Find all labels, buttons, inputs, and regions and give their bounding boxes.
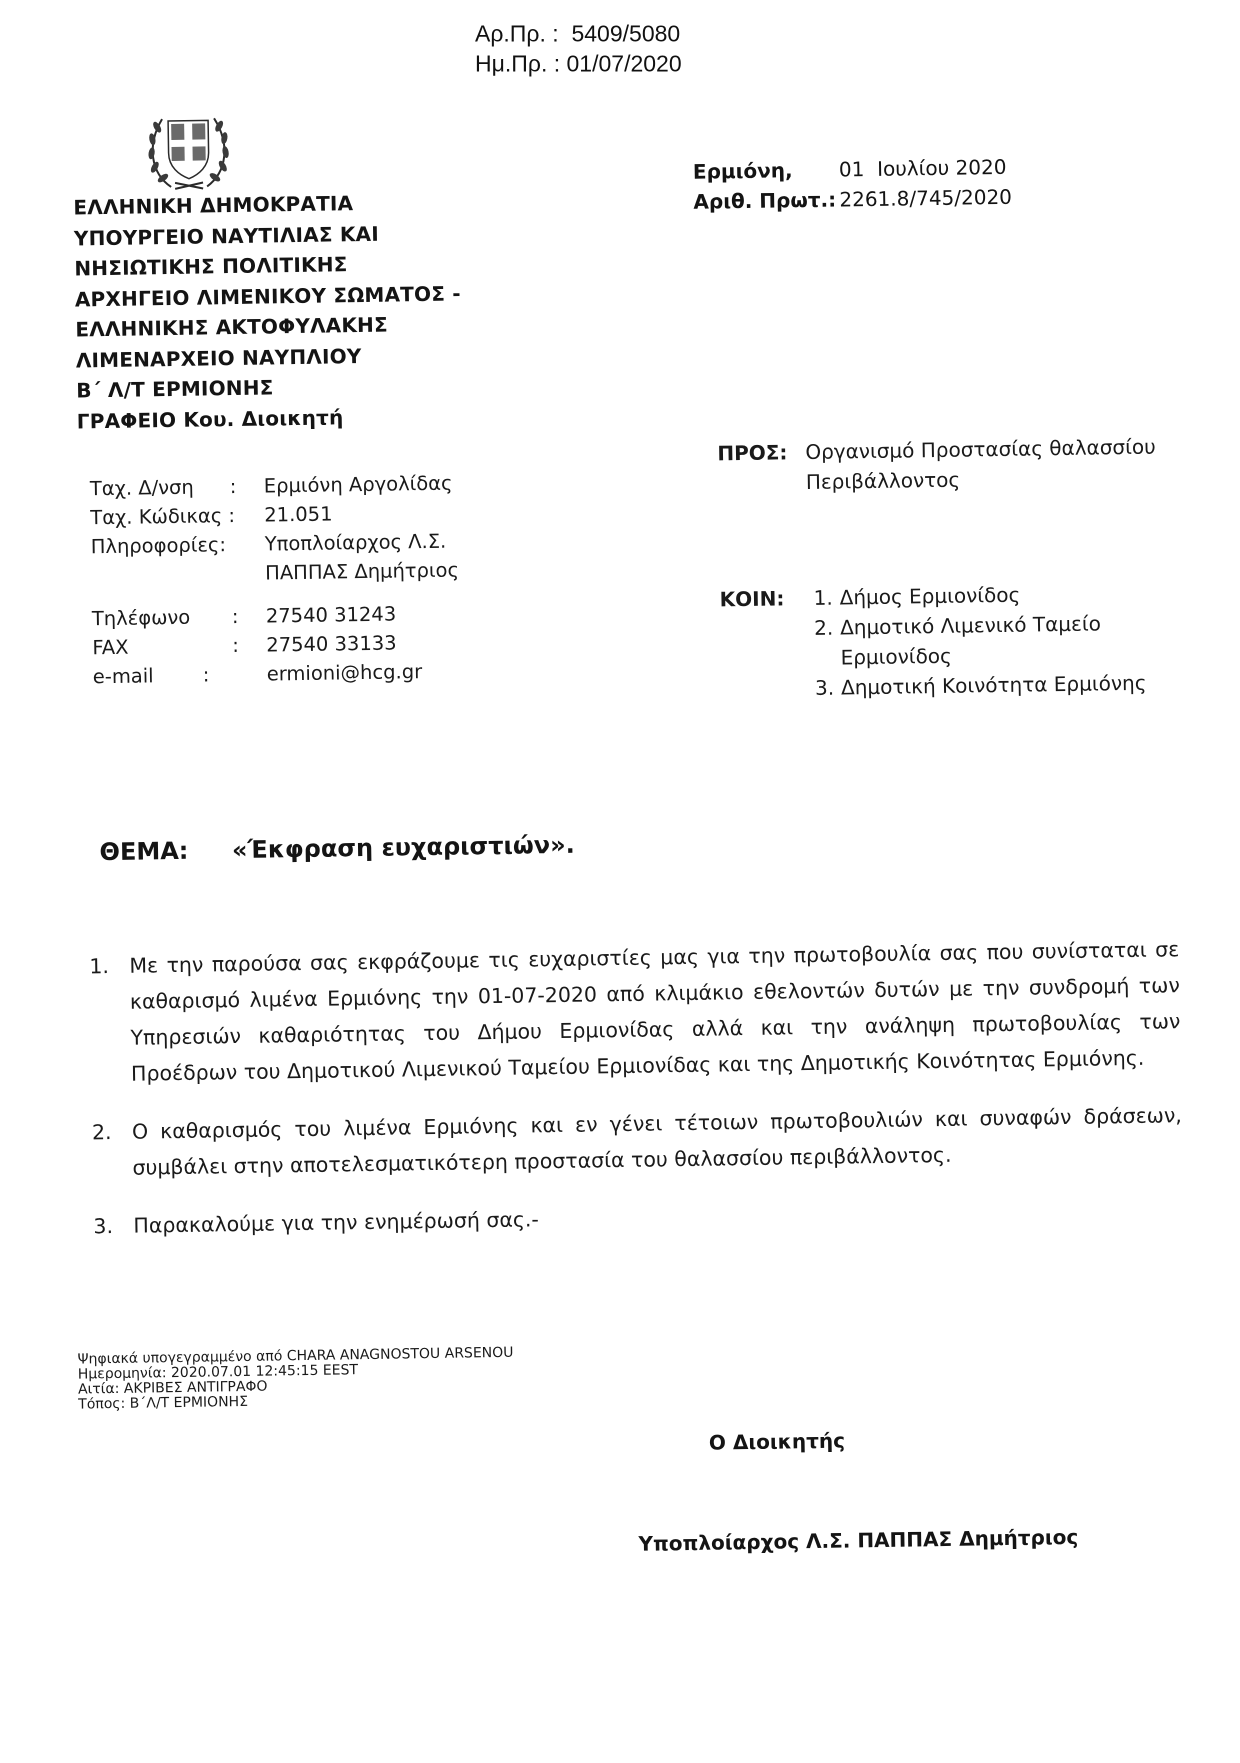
info-label: Πληροφορίες: [90, 533, 227, 559]
paragraph-line: Υπηρεσιών καθαριότητας του Δήμου Ερμιονίδας αλλά και την ανάληψη πρωτοβουλίας των [130, 1009, 1181, 1050]
separator: : [231, 604, 239, 629]
cc-item-text-continued: Ερμιονίδος [840, 643, 952, 670]
empty-label [91, 559, 231, 590]
info-label-text: Πληροφορίες [90, 533, 220, 559]
to-line: Οργανισμό Προστασίας θαλασσίου [805, 434, 1156, 465]
paragraph-line: Με την παρούσα σας εκφράζουμε τις ευχαριστίες μας για την πρωτοβουλία σας που συνίσταται σε [129, 937, 1180, 978]
place-label: Ερμιόνη, [692, 158, 793, 184]
letter-body [89, 931, 1184, 1266]
digital-signature-reason: Αιτία: ΑΚΡΙΒΕΣ ΑΝΤΙΓΡΑΦΟ [77, 1378, 268, 1398]
digital-signature-signer: Ψηφιακά υπογεγραμμένο από CHARA ANAGNOSTOU ARSENOU [77, 1344, 514, 1368]
authority-line: ΝΗΣΙΩΤΙΚΗΣ ΠΟΛΙΤΙΚΗΣ [74, 252, 348, 281]
cc-item [814, 608, 1146, 673]
place-date-block [693, 152, 1012, 217]
separator-spacer [231, 559, 265, 589]
postcode-label: Ταχ. Κώδικας : [90, 504, 236, 530]
cc-item-number: 1. [813, 585, 833, 610]
registry-stamp [475, 19, 682, 79]
paragraph-text [129, 931, 1181, 1091]
authority-line: ΑΡΧΗΓΕΙΟ ΛΙΜΕΝΙΚΟΥ ΣΩΜΑΤΟΣ - [74, 280, 461, 311]
fax-label: FAX [92, 635, 129, 660]
phone-label: Τηλέφωνο [91, 605, 191, 631]
registry-number-row [475, 19, 682, 49]
paragraph-number: 3. [93, 1214, 114, 1239]
separator-spacer [230, 501, 264, 531]
emblem-graphic [140, 100, 237, 197]
paragraph-line: συμβάλει στην αποτελεσματικότερη προστασία του θαλασσίου περιβάλλοντος. [132, 1142, 952, 1180]
to-label: ΠΡΟΣ: [717, 440, 788, 466]
protocol-value: 2261.8/745/2020 [839, 184, 1013, 212]
digital-signature-date: Ημερομηνία: 2020.07.01 12:45:15 EEST [77, 1362, 359, 1383]
registry-date-value: 01/07/2020 [566, 50, 682, 77]
authority-line: ΕΛΛΗΝΙΚΗ ΔΗΜΟΚΡΑΤΙΑ [73, 191, 354, 220]
paragraph-number: 2. [91, 1120, 112, 1145]
body-paragraph [92, 1097, 1183, 1186]
recipients-block [717, 432, 1159, 705]
cc-item-text: Δημοτική Κοινότητα Ερμιόνης [840, 670, 1147, 700]
cc-item-text: Δημοτικό Λιμενικό Ταμείο [839, 611, 1102, 640]
protocol-label: Αριθ. Πρωτ.: [693, 187, 837, 214]
cc-item-number: 2. [813, 615, 834, 640]
paragraph-text [133, 1191, 1183, 1243]
paragraph-line: Προέδρων του Δημοτικού Λιμενικού Ταμείου Ερμιονίδας και της Δημοτικής Κοινότητας Ερμιόνης. [130, 1045, 1145, 1086]
subject-label: ΘΕΜΑ: [99, 836, 189, 867]
email-label: e-mail [92, 664, 154, 689]
paragraph-number: 1. [89, 954, 110, 979]
contact-details [90, 469, 461, 692]
info-value-line1: Υποπλοίαρχος Λ.Σ. [264, 529, 447, 556]
separator: : [229, 474, 237, 499]
to-block [717, 432, 1156, 499]
authority-line: ΥΠΟΥΡΓΕΙΟ ΝΑΥΤΙΛΙΑΣ ΚΑΙ [73, 221, 380, 250]
separator: : [232, 633, 240, 658]
cc-item-text: Δήμος Ερμιονίδος [839, 582, 1021, 610]
postcode-label-text: Ταχ. Κώδικας [90, 504, 223, 530]
protocol-row [693, 182, 1012, 217]
contact-address-row [90, 469, 458, 504]
registry-number-label: Αρ.Πρ. : [474, 20, 559, 47]
body-paragraph [89, 931, 1181, 1092]
to-recipient [805, 432, 1156, 497]
authority-line: ΕΛΛΗΝΙΚΗΣ ΑΚΤΟΦΥΛΑΚΗΣ [75, 312, 389, 342]
phone-value: 27540 31243 [265, 602, 397, 628]
contact-info-row-2 [91, 555, 459, 590]
paragraph-line: καθαρισμό λιμένα Ερμιόνης την 01-07-2020 από κλιμάκιο εθελοντών δυτών με την συνδρομή των [129, 973, 1180, 1014]
cc-block [719, 578, 1159, 705]
separator-spacer [231, 530, 265, 560]
greek-coat-of-arms-icon [140, 100, 237, 197]
fax-value: 27540 33133 [266, 631, 397, 657]
paragraph-text [132, 1097, 1183, 1185]
authority-line: ΓΡΑΦΕΙΟ Κου. Διοικητή [76, 404, 344, 433]
registry-date-label: Ημ.Πρ. : [474, 50, 561, 77]
paragraph-line: Ο καθαρισμός του λιμένα Ερμιόνης και εν γένει τέτοιων πρωτοβουλιών και συναφών δράσεων, [131, 1103, 1183, 1144]
cc-label: ΚΟΙΝ: [719, 586, 785, 612]
separator: : [202, 663, 210, 687]
contact-email-row [93, 656, 461, 691]
cc-list [813, 578, 1146, 703]
body-paragraph [93, 1191, 1183, 1244]
authority-line: ΛΙΜΕΝΑΡΧΕΙΟ ΝΑΥΠΛΙΟΥ [75, 343, 362, 372]
to-line: Περιβάλλοντος [805, 467, 961, 495]
signatory-name: Υποπλοίαρχος Λ.Σ. ΠΑΠΠΑΣ Δημήτριος [638, 1524, 1079, 1556]
address-value: Ερμιόνη Αργολίδας [263, 471, 453, 498]
cc-item-number: 3. [814, 675, 835, 700]
paragraph-line: Παρακαλούμε για την ενημέρωσή σας.- [133, 1207, 539, 1238]
subject-line [99, 831, 575, 866]
address-label: Ταχ. Δ/νση [89, 475, 194, 501]
info-value-line2: ΠΑΠΠΑΣ Δημήτριος [265, 558, 460, 585]
registry-number-value: 5409/5080 [571, 20, 681, 47]
issuing-authority [73, 186, 463, 436]
authority-line: Β΄ Λ/Τ ΕΡΜΙΟΝΗΣ [76, 375, 274, 403]
date-value: 01 Ιουλίου 2020 [838, 154, 1007, 182]
email-link[interactable]: ermioni@hcg.gr [266, 660, 423, 686]
cc-item [815, 668, 1147, 703]
registry-date-row [475, 49, 682, 79]
postcode-value: 21.051 [264, 502, 333, 527]
signatory-role: Ο Διοικητής [708, 1428, 846, 1455]
digital-signature-location: Τόπος: Β΄Λ/Τ ΕΡΜΙΟΝΗΣ [78, 1393, 249, 1413]
subject-text: «Έκφραση ευχαριστιών». [231, 830, 575, 865]
digital-signature-stamp [77, 1346, 514, 1413]
